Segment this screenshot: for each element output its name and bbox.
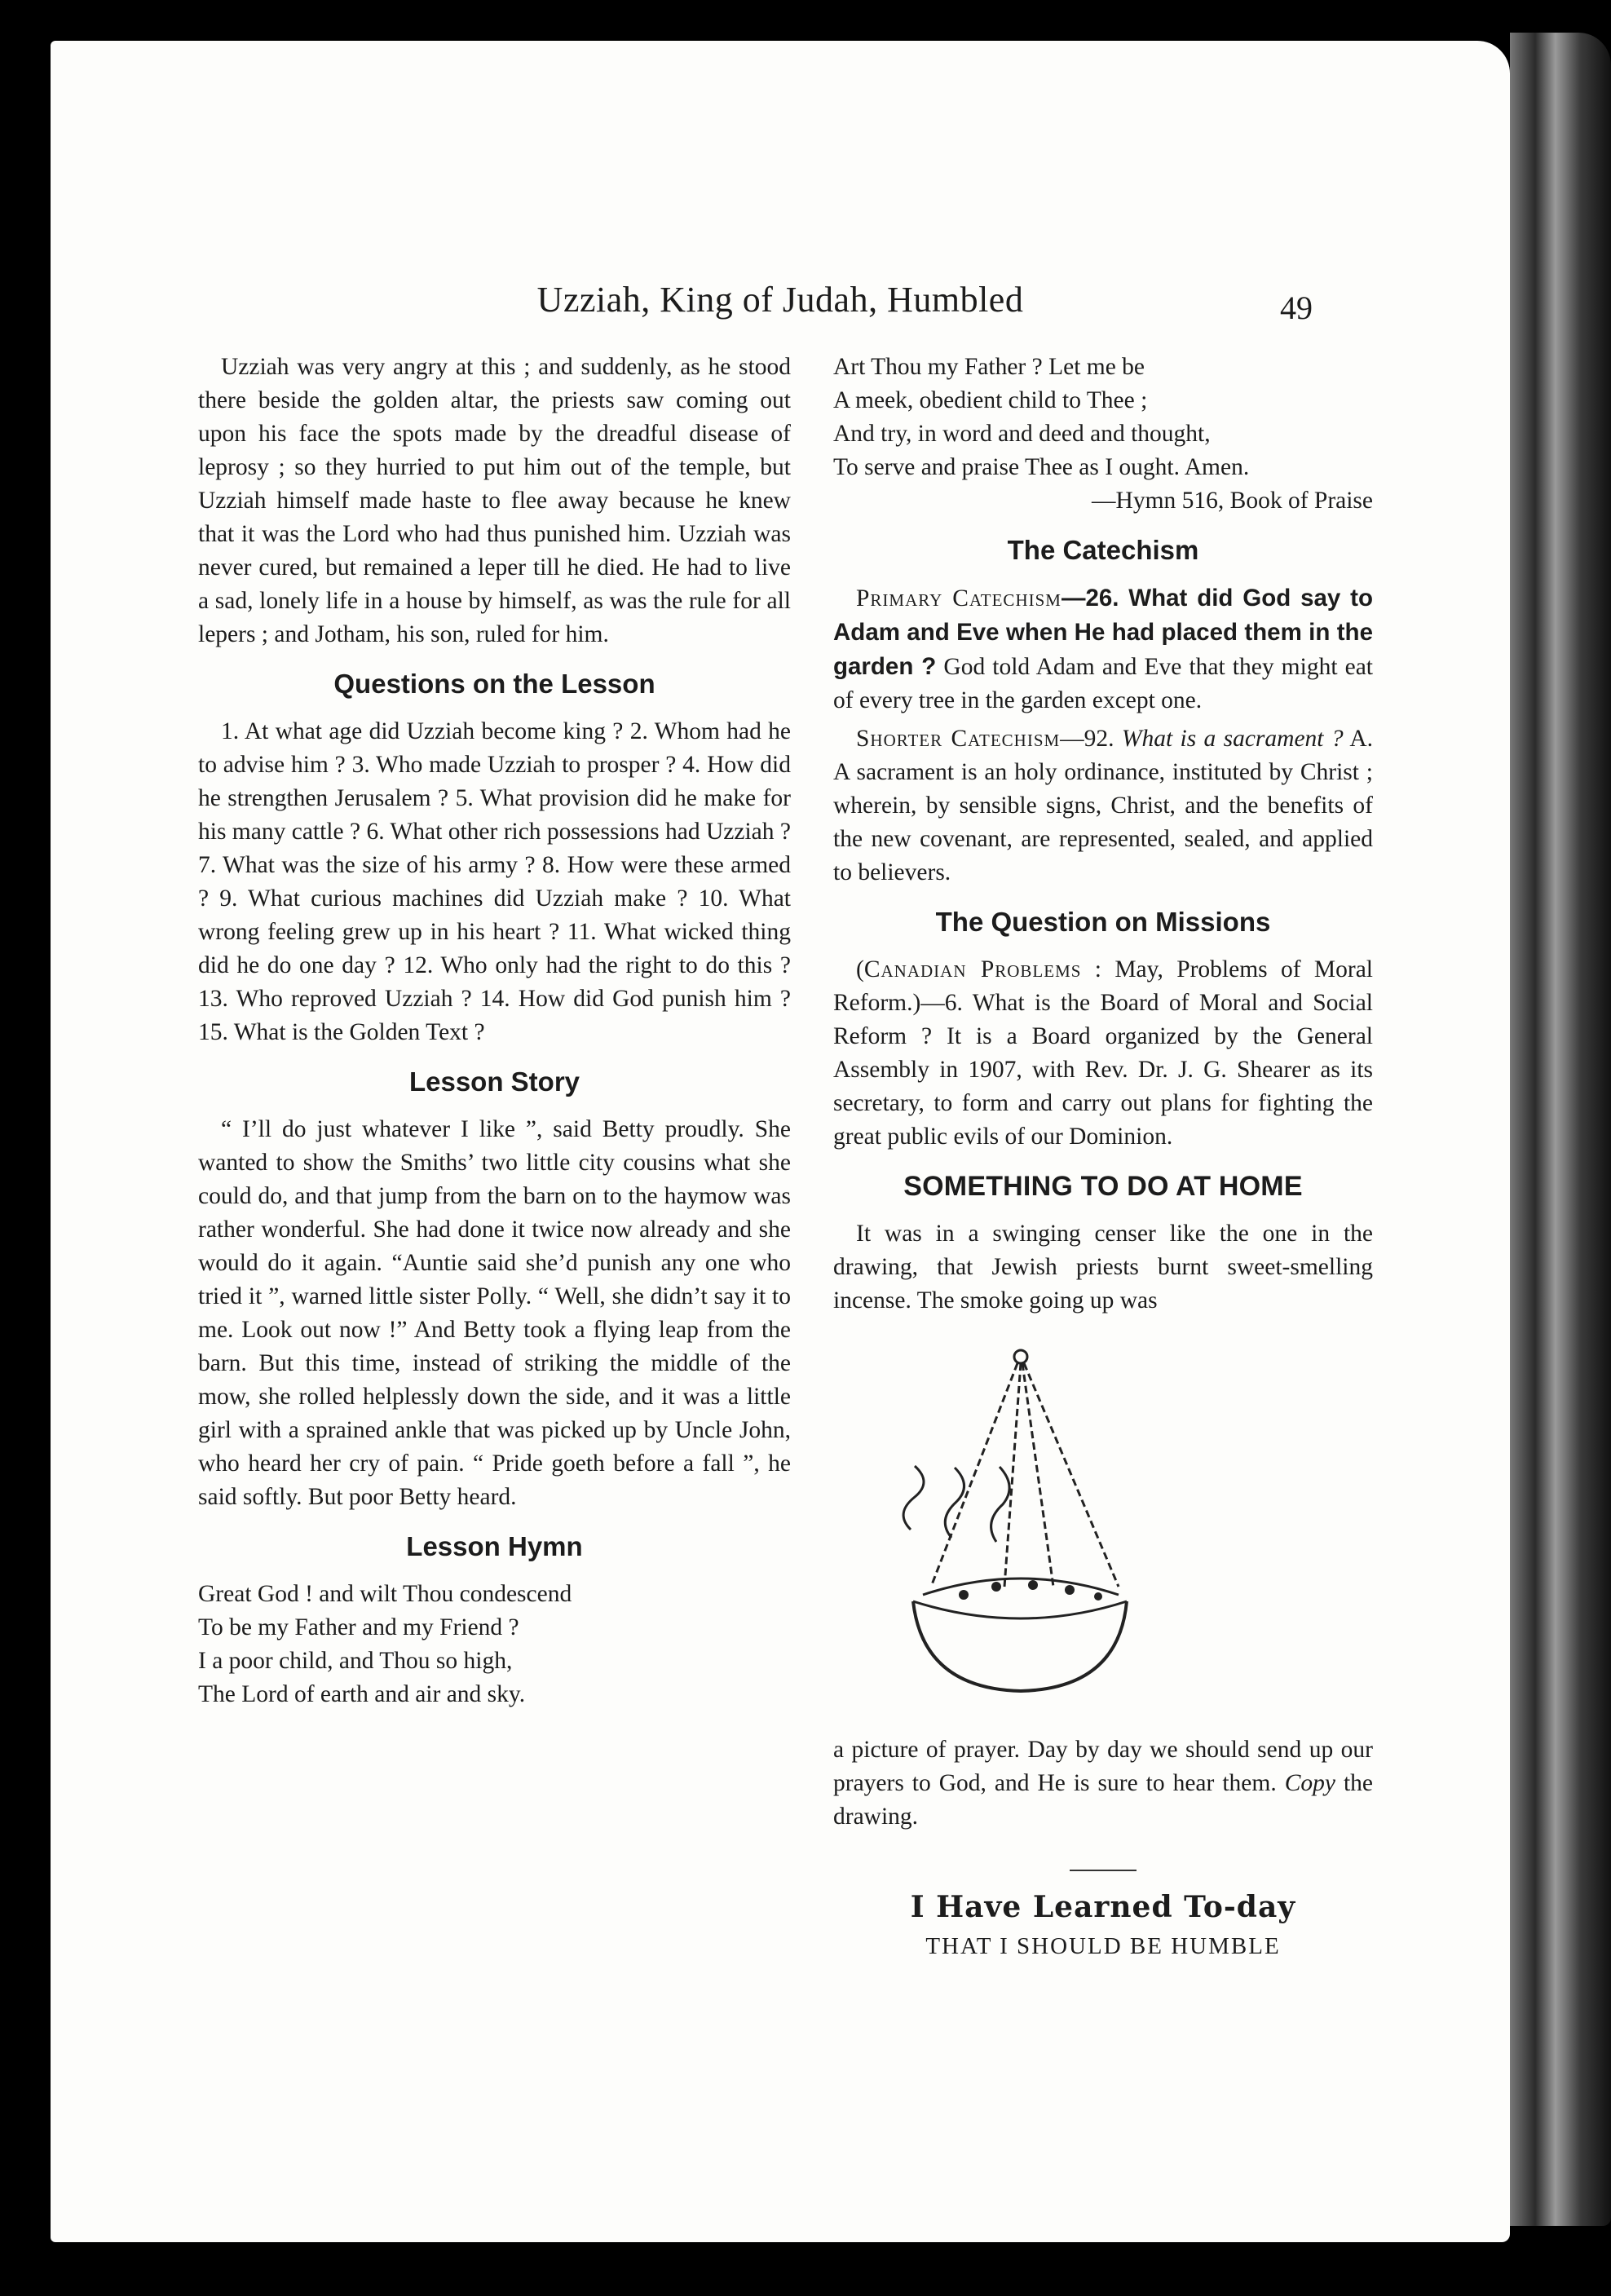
- smoke-wisp: [903, 1466, 924, 1530]
- hymn-line: Art Thou my Father ? Let me be: [833, 354, 1145, 380]
- missions-label: Canadian Problems: [863, 956, 1082, 982]
- hymn-line: Great God ! and wilt Thou condescend: [198, 1581, 572, 1607]
- shorter-catechism-answer: A. A sacrament is an holy ordinance, instituted by Christ ; wherein, by sensible signs, Christ, and the benefits of the new covenant, are represented, sealed, and applied to believers.: [833, 726, 1373, 885]
- left-column: [198, 351, 791, 1711]
- hymn-line: The Lord of earth and air and sky.: [198, 1681, 526, 1707]
- missions-paragraph: [833, 953, 1373, 1154]
- right-column: [833, 351, 1373, 1963]
- motto-title: I Have Learned To-day: [910, 1890, 1296, 1924]
- section-divider: [1070, 1870, 1137, 1871]
- questions-paragraph: 1. At what age did Uzziah become king ? 2. Whom had he to advise him ? 3. Who made Uzziah to prosper ? 4. How did he strengthen Jerusalem ? 5. What provision did he make for his many cattle ? 6. What other rich possessions had Uzziah ? 7. What was the size of his army ? 8. How were these armed ? 9. What curious machines did Uzziah make ? 10. What wrong feeling grew up in his heart ? 11. What wicked thing did he do one day ? 12. Who only had the right to do this ? 13. Who reproved Uzziah ? 14. How did God punish him ? 15. What is the Golden Text ?: [198, 718, 791, 1045]
- book-page-edges: [1510, 33, 1611, 2226]
- censer-rim: [913, 1601, 1127, 1618]
- censer-lid: [923, 1578, 1119, 1595]
- shorter-catechism-number: —92.: [1060, 726, 1114, 752]
- primary-catechism-question: —26. What did God say to Adam and Eve when He had placed them in the garden ?: [833, 585, 1373, 680]
- hymn-stanza-2: [833, 351, 1373, 484]
- shorter-catechism: [833, 722, 1373, 890]
- home-heading: SOMETHING TO DO AT HOME: [903, 1171, 1303, 1202]
- hymn-stanza-1: [198, 1578, 791, 1711]
- opening-paragraph: Uzziah was very angry at this ; and suddenly, as he stood there beside the golden altar, the priests saw coming out upon his face the spots made by the dreadful disease of leprosy ; so they hurried to put him out of the temple, but Uzziah himself made haste to flee away because he knew that it was the Lord who had thus punished him. Uzziah was never cured, but remained a leper till he died. He had to live a sad, lonely life in a house by himself, as was the rule for all lepers ; and Jotham, his son, ruled for him.: [198, 354, 791, 647]
- home-text-after: [833, 1733, 1373, 1834]
- missions-heading: The Question on Missions: [935, 907, 1271, 937]
- page-number: 49: [1280, 289, 1313, 326]
- smoke-wisp: [991, 1467, 1010, 1542]
- story-heading: Lesson Story: [408, 1066, 580, 1097]
- censer-top-ring: [1014, 1350, 1027, 1363]
- home-copy-word: Copy: [1284, 1770, 1335, 1796]
- shorter-catechism-question: What is a sacrament ?: [1121, 726, 1344, 752]
- shorter-catechism-label: Shorter Catechism: [856, 726, 1061, 752]
- book-page: [51, 41, 1510, 2242]
- home-copy-tail: the drawing.: [833, 1770, 1374, 1830]
- censer-bowl: [913, 1601, 1127, 1691]
- hymn-line: A meek, obedient child to Thee ;: [833, 387, 1148, 413]
- primary-catechism-label: Primary Catechism: [856, 585, 1061, 612]
- hymn-line: To serve and praise Thee as I ought. Amen.: [833, 454, 1250, 480]
- motto-subtitle: THAT I SHOULD BE HUMBLE: [925, 1933, 1281, 1959]
- home-text-after-main: a picture of prayer. Day by day we should send up our prayers to God, and He is sure to hear them.: [833, 1737, 1373, 1796]
- hymn-line: And try, in word and deed and thought,: [833, 421, 1211, 447]
- primary-catechism: [833, 581, 1373, 718]
- censer-drawing: [874, 1342, 1298, 1701]
- hymn-attribution: —Hymn 516, Book of Praise: [1092, 488, 1373, 514]
- missions-text: : May, Problems of Moral Reform.)—6. What is the Board of Moral and Social Reform ? It is a Board organized by the General Assembly in 1907, with Rev. Dr. J. G. Shearer as its secretary, to form and carry out plans for fighting the great public evils of our Dominion.: [833, 956, 1373, 1150]
- running-title: Uzziah, King of Judah, Humbled: [536, 280, 1024, 320]
- hymn-line: I a poor child, and Thou so high,: [198, 1648, 513, 1674]
- story-paragraph: “ I’ll do just whatever I like ”, said Betty proudly. She wanted to show the Smiths’ two little city cousins what she could do, and that jump from the barn on to the haymow was rather wonderful. She had done it twice now already and she would do it again. “Auntie said she’d punish any one who tried it ”, warned little sister Polly. “ Well, she didn’t say it to me. Look out now !” And Betty took a flying leap from the barn. But this time, instead of striking the middle of the mow, she rolled helplessly down the side, and it was a little girl with a sprained ankle that was picked up by Uncle John, who heard her cry of pain. “ Pride goeth before a fall ”, he said softly. But poor Betty heard.: [198, 1116, 791, 1510]
- missions-open-paren: (: [856, 956, 864, 982]
- hymn-line: To be my Father and my Friend ?: [198, 1614, 519, 1640]
- home-text-before: It was in a swinging censer like the one in the drawing, that Jewish priests burnt sweet-smelling incense. The smoke going up was: [833, 1221, 1373, 1314]
- hymn-heading: Lesson Hymn: [406, 1531, 583, 1561]
- primary-catechism-answer: God told Adam and Eve that they might eat of every tree in the garden except one.: [833, 654, 1373, 713]
- censer-chain: [1024, 1363, 1119, 1587]
- questions-heading: Questions on the Lesson: [333, 669, 655, 699]
- catechism-heading: The Catechism: [1007, 535, 1199, 565]
